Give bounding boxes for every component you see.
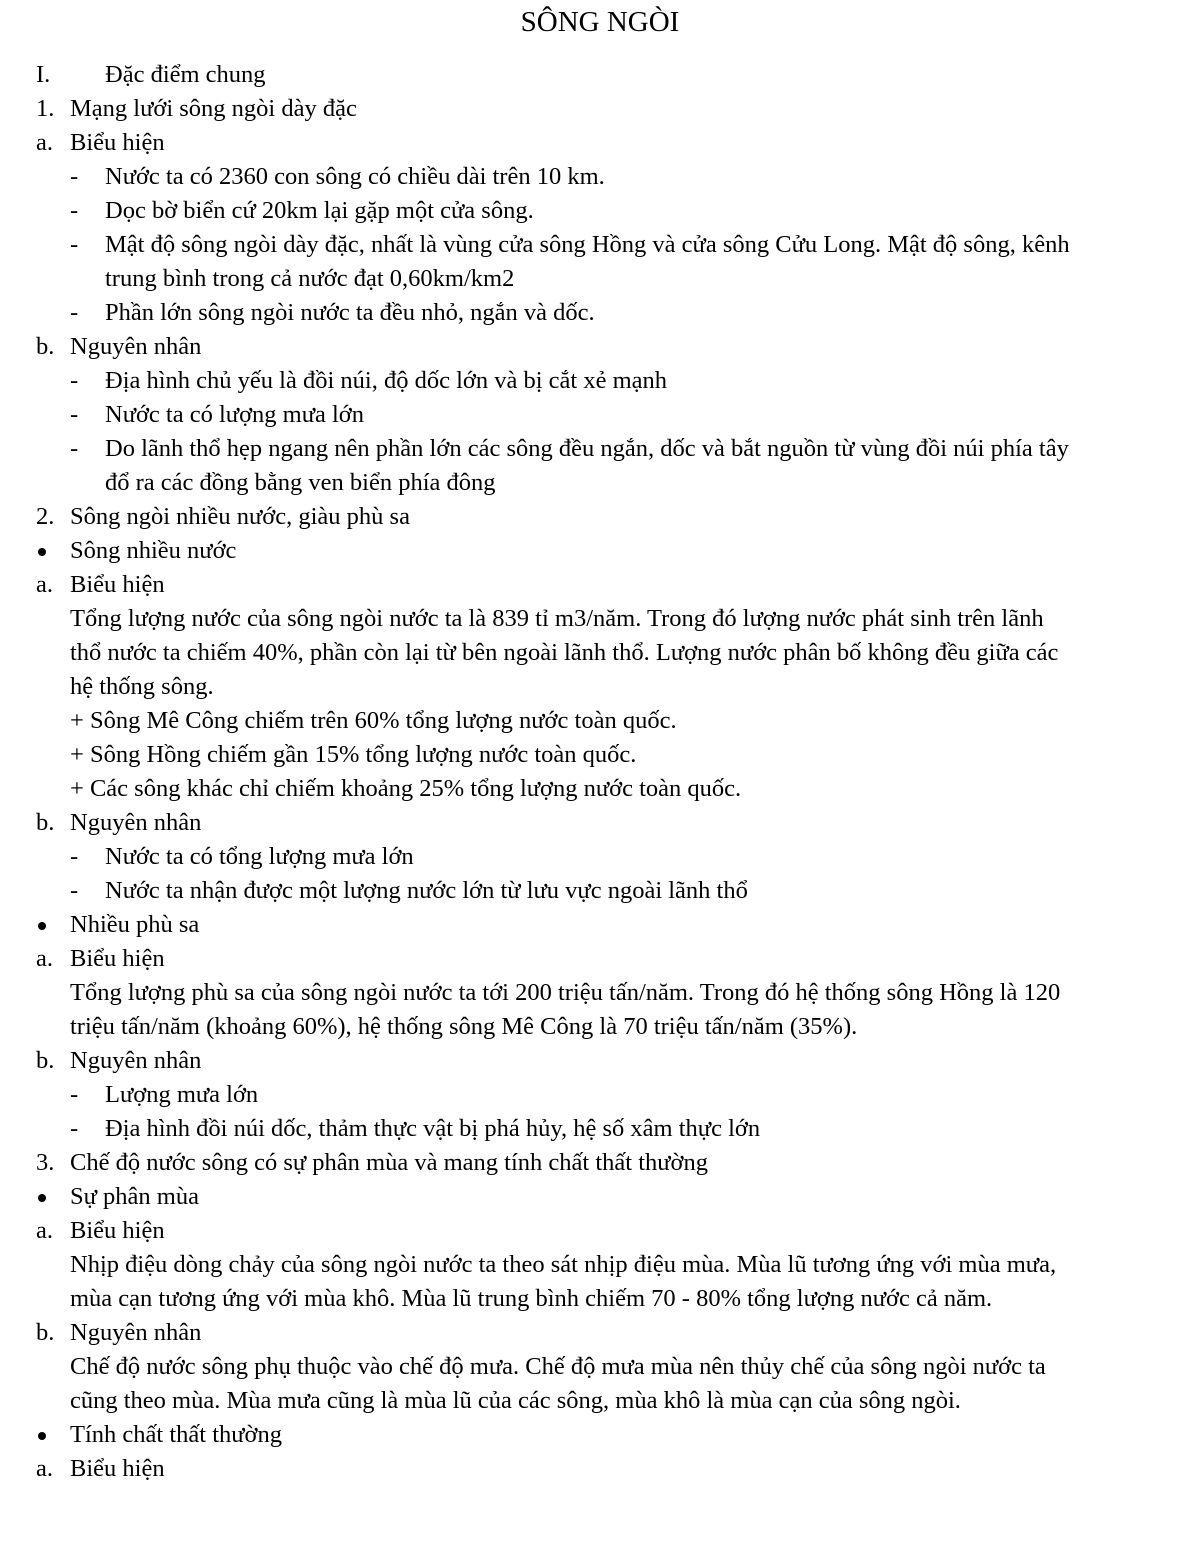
list-marker: - <box>70 1115 79 1142</box>
line-text: mùa cạn tương ứng với mùa khô. Mùa lũ trung bình chiếm 70 - 80% tổng lượng nước cả năm. <box>70 1285 993 1312</box>
line-text: trung bình trong cả nước đạt 0,60km/km2 <box>105 265 515 292</box>
document-line <box>0 738 1200 772</box>
document-line <box>0 432 1200 466</box>
list-marker: I. <box>36 61 51 88</box>
document-line <box>0 1214 1200 1248</box>
line-text: hệ thống sông. <box>70 673 214 700</box>
list-marker: - <box>70 401 79 428</box>
list-marker: a. <box>36 129 53 156</box>
line-text: triệu tấn/năm (khoảng 60%), hệ thống sông Mê Công là 70 triệu tấn/năm (35%). <box>70 1013 858 1040</box>
line-text: Nước ta có tổng lượng mưa lớn <box>105 843 414 870</box>
line-text: Nước ta nhận được một lượng nước lớn từ lưu vực ngoài lãnh thổ <box>105 877 748 904</box>
list-marker: - <box>70 367 79 394</box>
list-marker: b. <box>36 809 55 836</box>
list-marker: - <box>70 1081 79 1108</box>
line-text: Tổng lượng nước của sông ngòi nước ta là 839 tỉ m3/năm. Trong đó lượng nước phát sinh trên lãnh <box>70 605 1044 632</box>
line-text: + Các sông khác chỉ chiếm khoảng 25% tổng lượng nước toàn quốc. <box>70 775 742 802</box>
document-line <box>0 160 1200 194</box>
list-marker: 1. <box>36 95 55 122</box>
document-line <box>0 1316 1200 1350</box>
bullet-icon <box>38 1432 46 1440</box>
line-text: Mạng lưới sông ngòi dày đặc <box>70 95 357 122</box>
document-line <box>0 500 1200 534</box>
list-marker: - <box>70 877 79 904</box>
line-text: Biểu hiện <box>70 945 165 972</box>
line-text: Nước ta có lượng mưa lớn <box>105 401 364 428</box>
line-text: Biểu hiện <box>70 571 165 598</box>
line-text: Nhịp điệu dòng chảy của sông ngòi nước ta theo sát nhịp điệu mùa. Mùa lũ tương ứng với mùa mưa, <box>70 1251 1057 1278</box>
document-line <box>0 262 1200 296</box>
document-line <box>0 1384 1200 1418</box>
document-line <box>0 330 1200 364</box>
document-line <box>0 602 1200 636</box>
document-line <box>0 1112 1200 1146</box>
list-marker: - <box>70 197 79 224</box>
line-text: Nhiều phù sa <box>70 911 200 938</box>
document-line <box>0 126 1200 160</box>
list-marker: b. <box>36 333 55 360</box>
document-line <box>0 1452 1200 1486</box>
bullet-icon <box>38 548 46 556</box>
list-marker: - <box>70 163 79 190</box>
line-text: đổ ra các đồng bằng ven biển phía đông <box>105 469 496 496</box>
line-text: Chế độ nước sông phụ thuộc vào chế độ mưa. Chế độ mưa mùa nên thủy chế của sông ngòi nước ta <box>70 1353 1046 1380</box>
document-line <box>0 1282 1200 1316</box>
line-text: cũng theo mùa. Mùa mưa cũng là mùa lũ của các sông, mùa khô là mùa cạn của sông ngòi. <box>70 1387 961 1414</box>
document-line <box>0 1350 1200 1384</box>
document-line <box>0 840 1200 874</box>
document-line <box>0 296 1200 330</box>
line-text: Địa hình chủ yếu là đồi núi, độ dốc lớn và bị cắt xẻ mạnh <box>105 367 668 394</box>
line-text: Tổng lượng phù sa của sông ngòi nước ta tới 200 triệu tấn/năm. Trong đó hệ thống sông Hồng là 120 <box>70 979 1061 1006</box>
document-line <box>0 228 1200 262</box>
document-line <box>0 92 1200 126</box>
document-line <box>0 534 1200 568</box>
line-text: Địa hình đồi núi dốc, thảm thực vật bị phá hủy, hệ số xâm thực lớn <box>105 1115 761 1142</box>
document-line <box>0 1078 1200 1112</box>
line-text: Lượng mưa lớn <box>105 1081 259 1108</box>
document-body <box>0 58 1200 1486</box>
document-line <box>0 976 1200 1010</box>
list-marker: - <box>70 299 79 326</box>
document-line <box>0 908 1200 942</box>
document-line <box>0 194 1200 228</box>
line-text: thổ nước ta chiếm 40%, phần còn lại từ bên ngoài lãnh thổ. Lượng nước phân bố không đều giữa các <box>70 639 1059 666</box>
document-line <box>0 772 1200 806</box>
line-text: Đặc điểm chung <box>105 61 266 88</box>
list-marker: a. <box>36 571 53 598</box>
document-line <box>0 1146 1200 1180</box>
line-text: Phần lớn sông ngòi nước ta đều nhỏ, ngắn và dốc. <box>105 299 595 326</box>
list-marker: b. <box>36 1047 55 1074</box>
document-line <box>0 364 1200 398</box>
line-text: Do lãnh thổ hẹp ngang nên phần lớn các sông đều ngắn, dốc và bắt nguồn từ vùng đồi núi phía tây <box>105 435 1069 462</box>
list-marker: a. <box>36 1455 53 1482</box>
line-text: Biểu hiện <box>70 1217 165 1244</box>
document-line <box>0 466 1200 500</box>
line-text: Sông ngòi nhiều nước, giàu phù sa <box>70 503 410 530</box>
page-title: SÔNG NGÒI <box>520 6 680 38</box>
list-marker: a. <box>36 1217 53 1244</box>
line-text: Nguyên nhân <box>70 333 202 360</box>
list-marker: a. <box>36 945 53 972</box>
document-line <box>0 1418 1200 1452</box>
list-marker: - <box>70 231 79 258</box>
bullet-icon <box>38 922 46 930</box>
line-text: Chế độ nước sông có sự phân mùa và mang tính chất thất thường <box>70 1149 708 1176</box>
document-line <box>0 942 1200 976</box>
list-marker: - <box>70 843 79 870</box>
line-text: Nguyên nhân <box>70 1047 202 1074</box>
line-text: + Sông Hồng chiếm gần 15% tổng lượng nước toàn quốc. <box>70 741 637 768</box>
bullet-icon <box>38 1194 46 1202</box>
line-text: Sông nhiều nước <box>70 537 237 564</box>
line-text: Nguyên nhân <box>70 809 202 836</box>
list-marker: - <box>70 435 79 462</box>
document-line <box>0 1010 1200 1044</box>
document-line <box>0 58 1200 92</box>
line-text: Dọc bờ biển cứ 20km lại gặp một cửa sông. <box>105 197 534 224</box>
list-marker: 3. <box>36 1149 55 1176</box>
line-text: Sự phân mùa <box>70 1183 199 1210</box>
document-line <box>0 874 1200 908</box>
document-line <box>0 568 1200 602</box>
document-line <box>0 1248 1200 1282</box>
list-marker: b. <box>36 1319 55 1346</box>
document-line <box>0 398 1200 432</box>
document-line <box>0 1044 1200 1078</box>
line-text: + Sông Mê Công chiếm trên 60% tổng lượng nước toàn quốc. <box>70 707 677 734</box>
document-line <box>0 636 1200 670</box>
line-text: Tính chất thất thường <box>70 1421 282 1448</box>
list-marker: 2. <box>36 503 55 530</box>
document-line <box>0 704 1200 738</box>
line-text: Biểu hiện <box>70 129 165 156</box>
line-text: Biểu hiện <box>70 1455 165 1482</box>
document-line <box>0 806 1200 840</box>
line-text: Nước ta có 2360 con sông có chiều dài trên 10 km. <box>105 163 605 190</box>
document-line <box>0 670 1200 704</box>
document-line <box>0 1180 1200 1214</box>
line-text: Nguyên nhân <box>70 1319 202 1346</box>
line-text: Mật độ sông ngòi dày đặc, nhất là vùng cửa sông Hồng và cửa sông Cửu Long. Mật độ sông, kênh <box>105 231 1070 258</box>
